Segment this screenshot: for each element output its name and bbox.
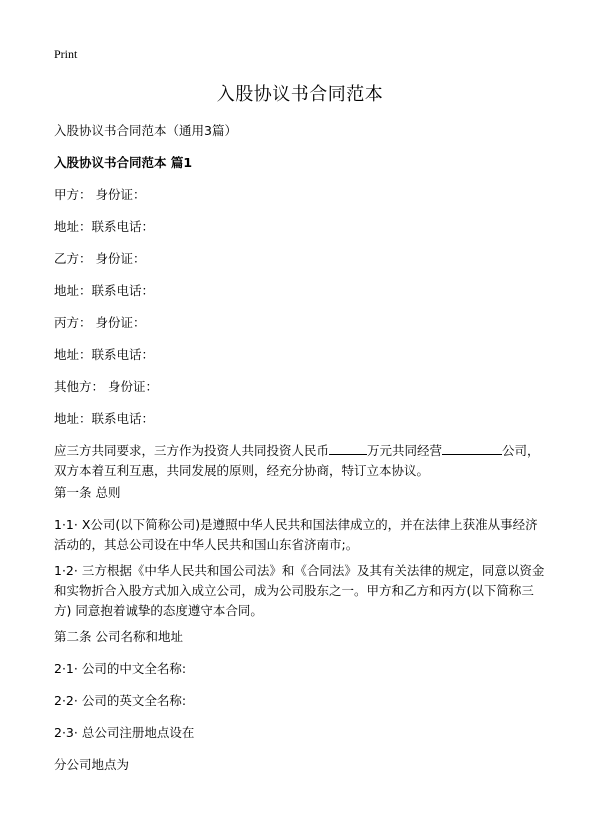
party-line-bing-id: 丙方： 身份证： <box>54 315 146 330</box>
party-line-bing-address: 地址：联系电话： <box>54 347 155 362</box>
branch-location-line: 分公司地点为 <box>54 757 130 772</box>
party-line-yi-address: 地址：联系电话： <box>54 283 155 298</box>
clause-2-1: 2·1· 公司的中文全名称: <box>54 661 187 676</box>
company-blank <box>442 440 502 455</box>
party-line-other-id: 其他方： 身份证： <box>54 379 158 394</box>
clause-2-2: 2·2· 公司的英文全名称: <box>54 693 187 708</box>
article-2-title: 第二条 公司名称和地址 <box>54 629 183 644</box>
intro-paragraph <box>54 440 548 481</box>
document-subtitle: 入股协议书合同范本（通用3篇） <box>54 123 237 138</box>
amount-blank <box>329 440 367 455</box>
intro-text-3: 公司，双方本着互利互惠，共同发展的原则，经充分协商，特订立本协议。 <box>54 443 540 478</box>
intro-text-2: 万元共同经营 <box>367 443 443 458</box>
party-line-jia-address: 地址：联系电话： <box>54 219 155 234</box>
intro-text-1: 应三方共同要求，三方作为投资人共同投资人民币 <box>54 443 330 458</box>
party-line-jia-id: 甲方： 身份证： <box>54 187 146 202</box>
section-heading: 入股协议书合同范本 篇1 <box>54 155 193 170</box>
print-link[interactable]: Print <box>54 47 78 61</box>
clause-2-3: 2·3· 总公司注册地点设在 <box>54 725 195 740</box>
clause-1-2: 1·2· 三方根据《中华人民共和国公司法》和《合同法》及其有关法律的规定，同意以资金和实物折合入股方式加入成立公司，成为公司股东之一。甲方和乙方和丙方(以下简称三方) 同意抱着诚挚的态度遵守本合同。 <box>54 563 545 618</box>
article-1-title: 第一条 总则 <box>54 485 121 500</box>
party-line-yi-id: 乙方： 身份证： <box>54 251 146 266</box>
party-line-other-address: 地址：联系电话： <box>54 411 155 426</box>
clause-1-1: 1·1· X公司(以下简称公司)是遵照中华人民共和国法律成立的，并在法律上获准从事经济活动的，其总公司设在中华人民共和国山东省济南市;。 <box>54 517 538 552</box>
document-title: 入股协议书合同范本 <box>216 84 384 105</box>
